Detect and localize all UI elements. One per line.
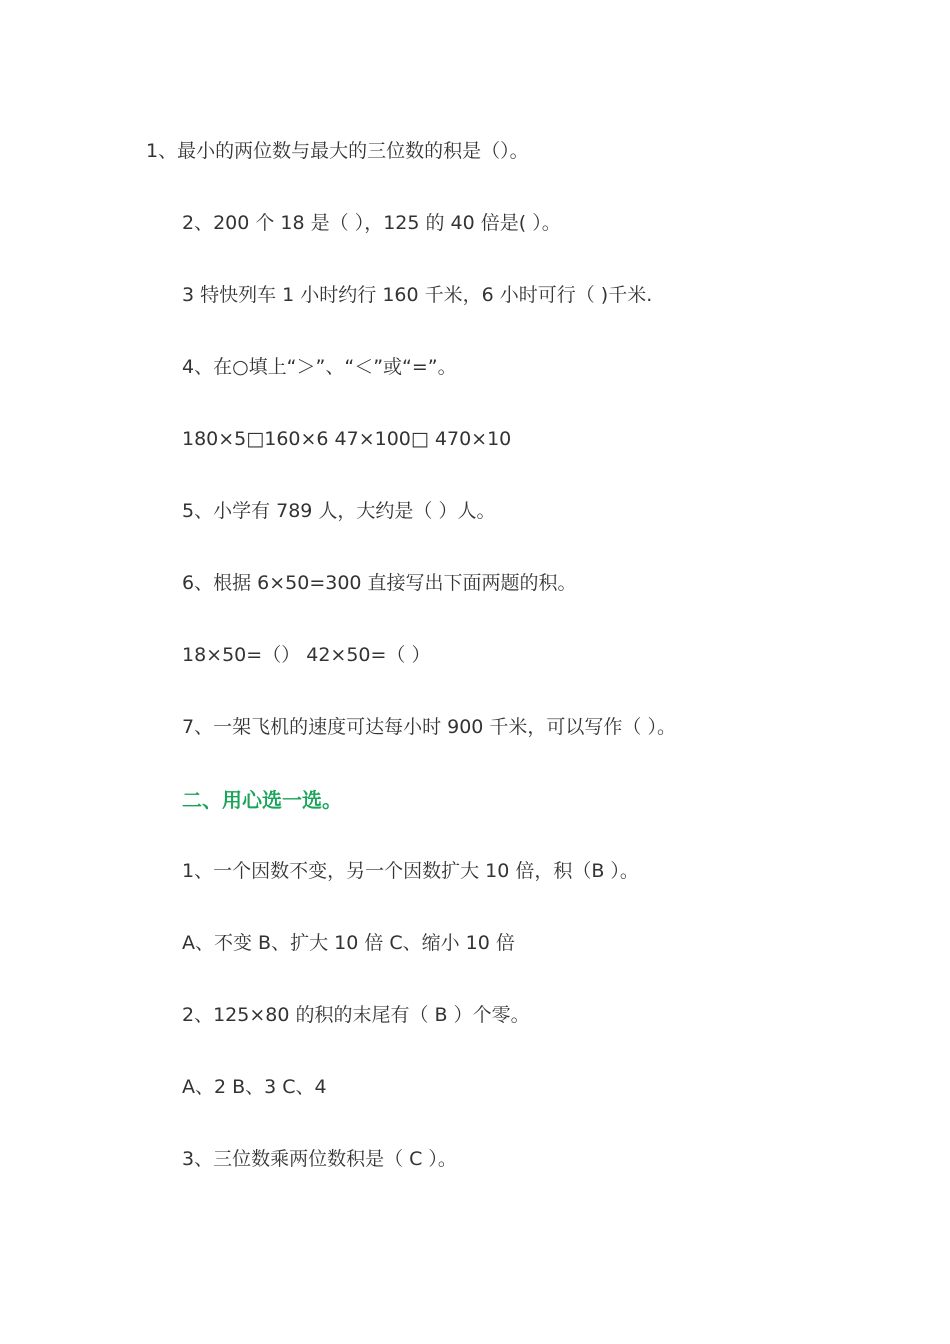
question-5-fill: 5、小学有 789 人，大约是（ ）人。 [182,500,496,522]
question-4-fill: 4、在○填上“＞”、“＜”或“=”。 [182,356,457,378]
question-6-fill: 6、根据 6×50=300 直接写出下面两题的积。 [182,572,577,594]
question-7-fill: 7、一架飞机的速度可达每小时 900 千米，可以写作（ ）。 [182,716,676,738]
choice-question-3: 3、三位数乘两位数积是（ C ）。 [182,1148,457,1170]
choice-question-2: 2、125×80 的积的末尾有（ B ）个零。 [182,1004,530,1026]
choice-question-1: 1、一个因数不变，另一个因数扩大 10 倍，积（B ）。 [182,860,639,882]
question-6-expressions: 18×50=（） 42×50=（ ） [182,644,431,666]
section-heading-choice: 二、用心选一选。 [182,788,342,812]
question-4-expressions: 180×5□160×6 47×100□ 470×10 [182,428,512,450]
choice-question-2-options: A、2 B、3 C、4 [182,1076,327,1098]
question-3-fill: 3 特快列车 1 小时约行 160 千米，6 小时可行（ )千米. [182,284,653,306]
choice-question-1-options: A、不变 B、扩大 10 倍 C、缩小 10 倍 [182,932,515,954]
question-1-fill: 1、最小的两位数与最大的三位数的积是（）。 [146,140,529,162]
question-2-fill: 2、200 个 18 是（ ），125 的 40 倍是( ）。 [182,212,561,234]
